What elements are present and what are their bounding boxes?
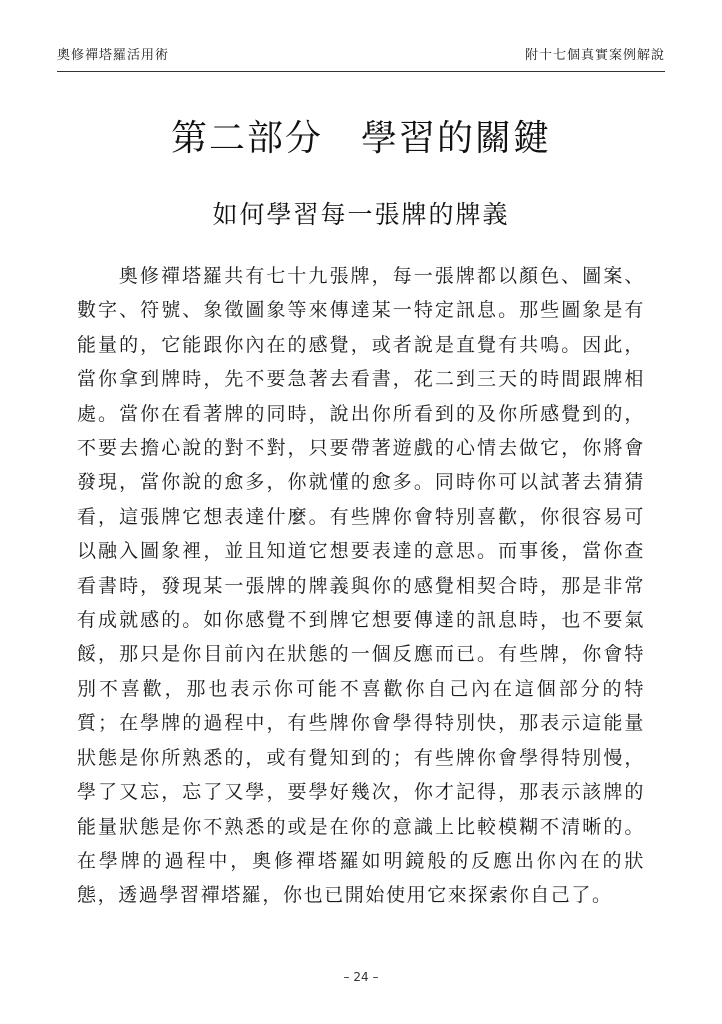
body-paragraph: 奧修禪塔羅共有七十九張牌，每一張牌都以顏色、圖案、數字、符號、象徵圖象等來傳達某一特定訊息。那些圖象是有能量的，它能跟你內在的感覺，或者說是直覺有共鳴。因此，當你拿到牌時，先不要急著去看書，花二到三天的時間跟牌相處。當你在看著牌的同時，說出你所看到的及你所感覺到的，不要去擔心說的對不對，只要帶著遊戲的心情去做它，你將會發現，當你說的愈多，你就懂的愈多。同時你可以試著去猜猜看，這張牌它想表達什麼。有些牌你會特別喜歡，你很容易可以融入圖象裡，並且知道它想要表達的意思。而事後，當你查看書時，發現某一張牌的牌義與你的感覺相契合時，那是非常有成就感的。如你感覺不到牌它想要傳達的訊息時，也不要氣餒，那只是你目前內在狀態的一個反應而已。有些牌，你會特別不喜歡，那也表示你可能不喜歡你自己內在這個部分的特質；在學牌的過程中，有些牌你會學得特別快，那表示這能量狀態是你所熟悉的，或有覺知到的；有些牌你會學得特別慢，學了又忘，忘了又學，要學好幾次，你才記得，那表示該牌的能量狀態是你不熟悉的或是在你的意識上比較模糊不清晰的。在學牌的過程中，奧修禪塔羅如明鏡般的反應出你內在的狀態，透過學習禪塔羅，你也已開始使用它來探索你自己了。 — [77, 265, 645, 907]
section-title: 如何學習每一張牌的牌義 — [212, 200, 510, 229]
chapter-title: 附十七個真實案例解說 — [524, 48, 665, 63]
header-divider — [57, 71, 665, 72]
page-number: – 24 – — [343, 970, 379, 984]
running-header — [57, 44, 665, 66]
part-title: 第二部分 學習的關鍵 — [170, 118, 551, 159]
book-title: 奧修禪塔羅活用術 — [57, 48, 170, 63]
